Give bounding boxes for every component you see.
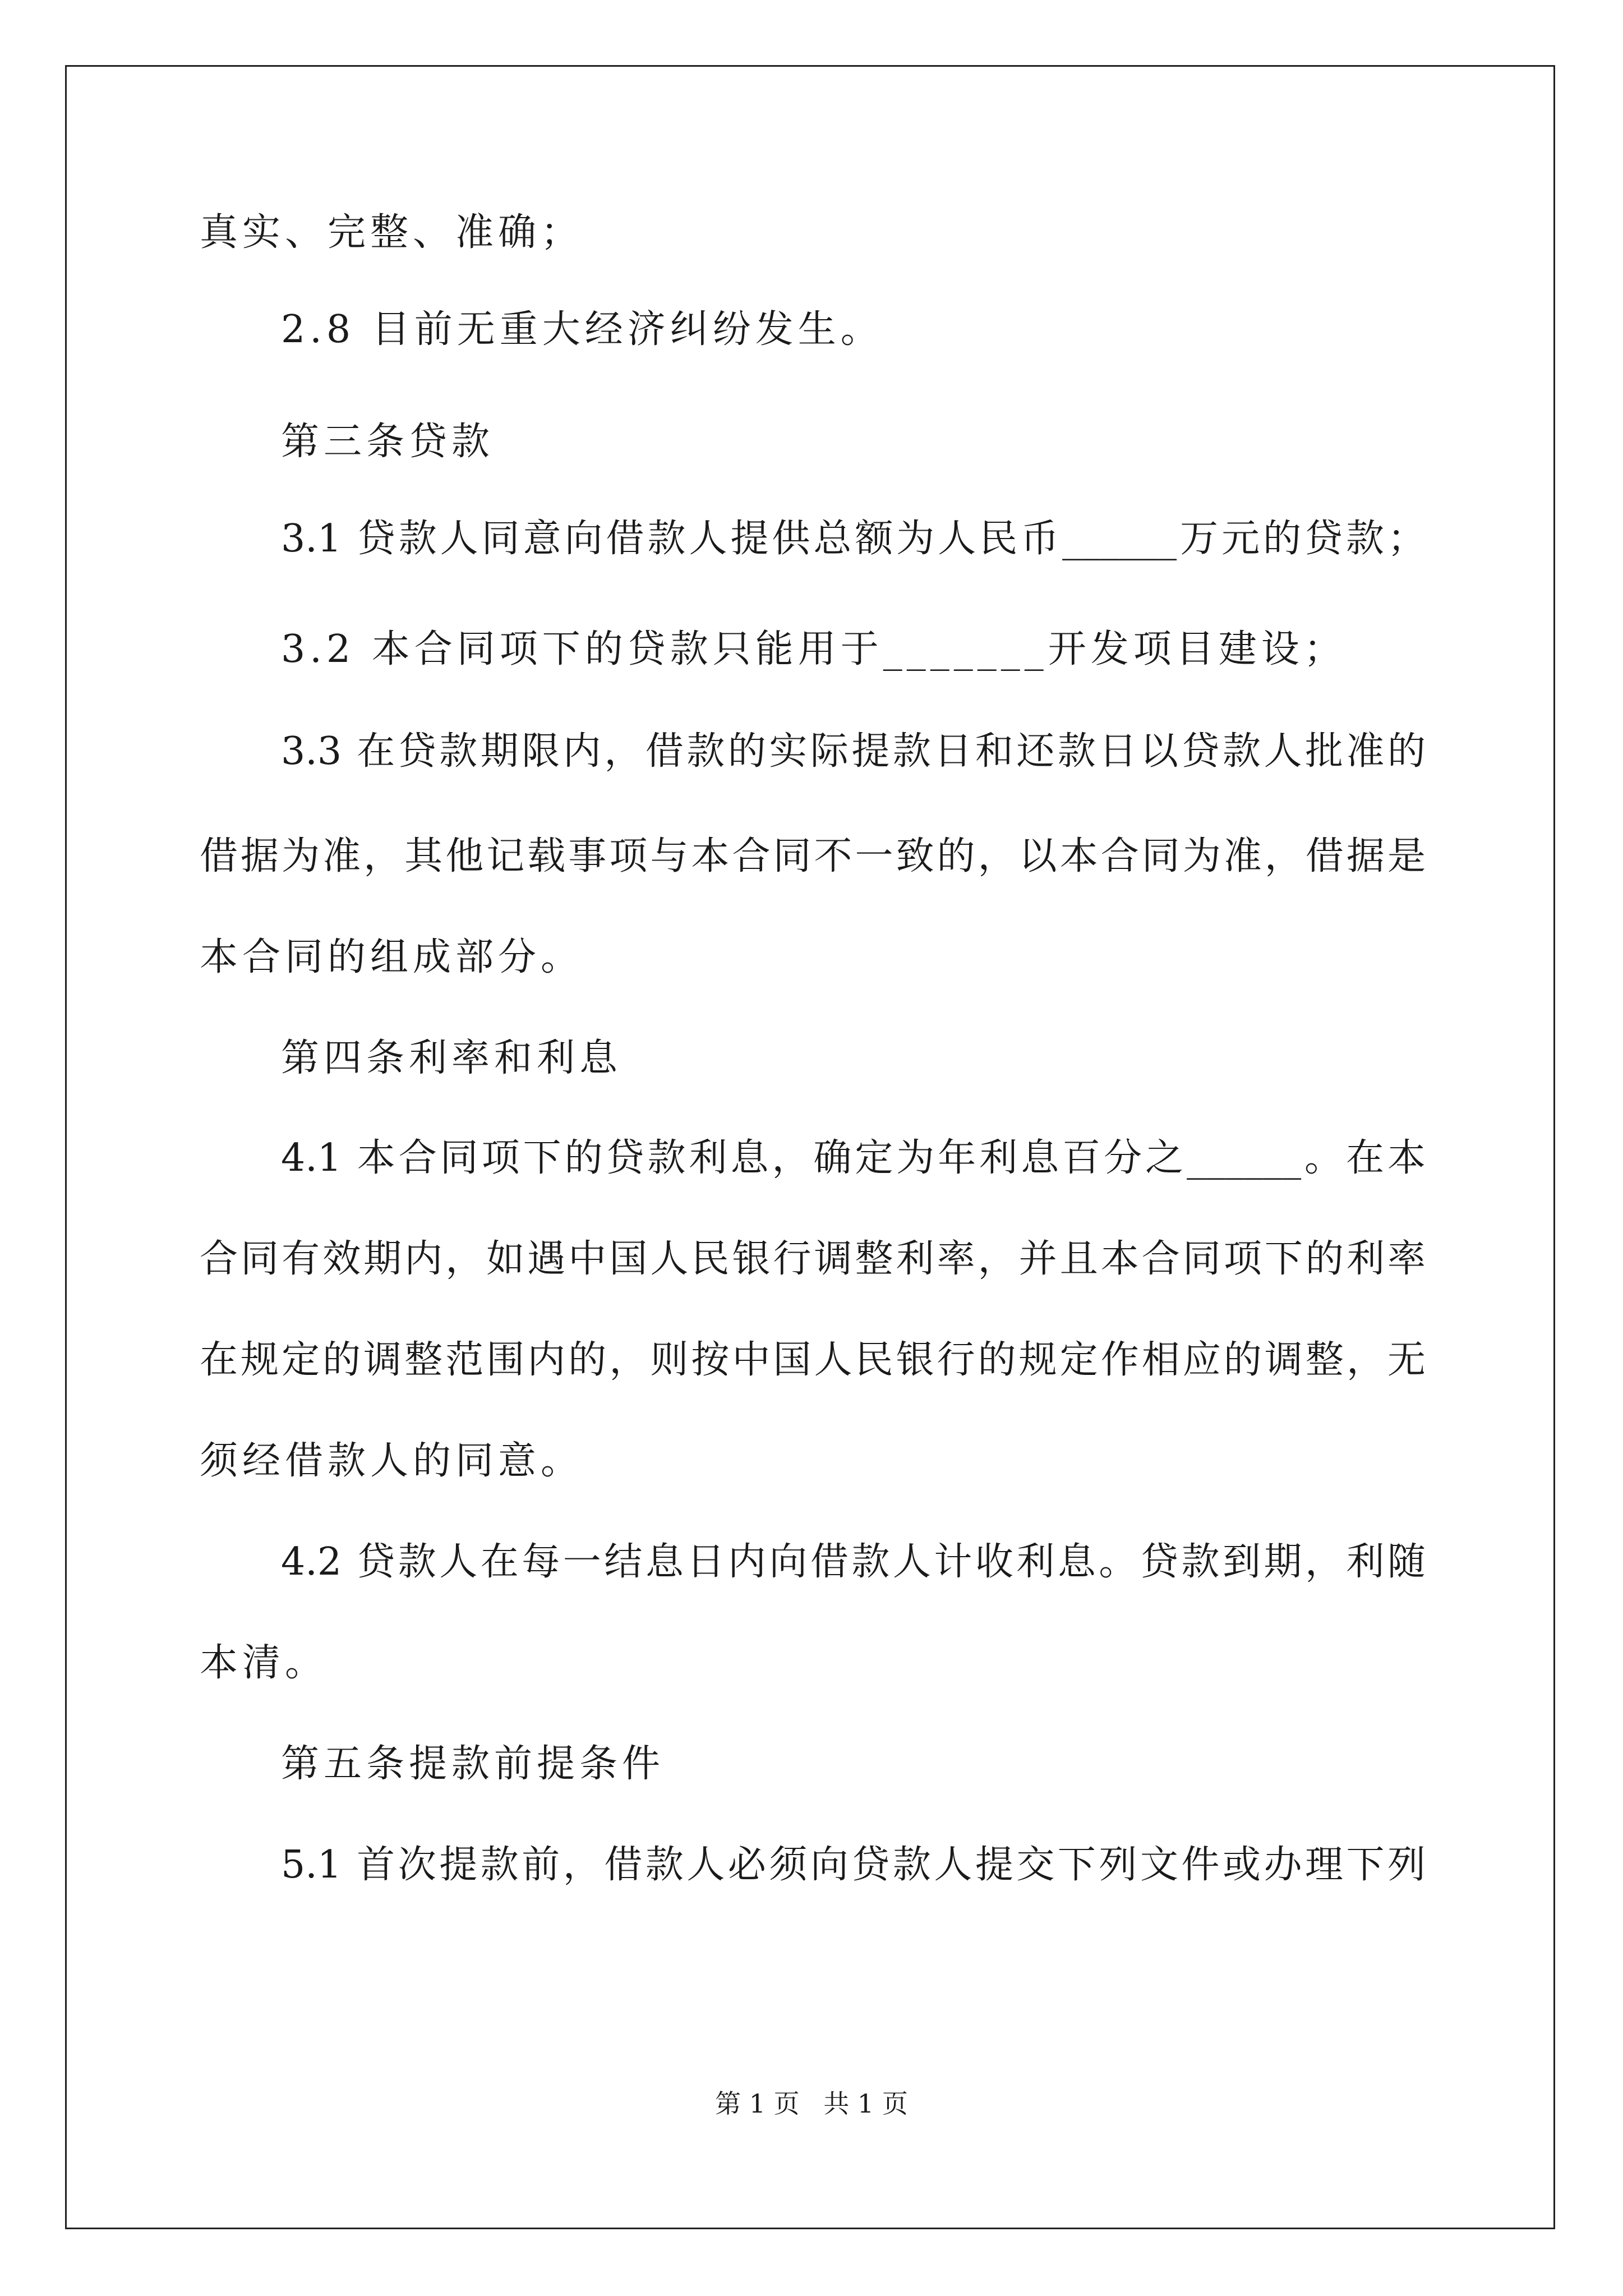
section-heading: 第三条贷款	[281, 420, 495, 464]
page-footer	[0, 2087, 1623, 2120]
text-line: 本合同的组成部分。	[200, 935, 584, 979]
page-number: 第 1 页	[715, 2088, 800, 2119]
text-line: 须经借款人的同意。	[200, 1439, 584, 1483]
text-line: 4.2 贷款人在每一结息日内向借款人计收利息。贷款到期，利随	[281, 1540, 1426, 1584]
text-line: 3.3 在贷款期限内，借款的实际提款日和还款日以贷款人批准的	[281, 729, 1426, 774]
text-line: 3.1 贷款人同意向借款人提供总额为人民币______万元的贷款；	[281, 517, 1426, 561]
page-total: 共 1 页	[823, 2088, 908, 2119]
section-heading: 第五条提款前提条件	[281, 1742, 665, 1786]
text-line: 5.1 首次提款前，借款人必须向贷款人提交下列文件或办理下列	[281, 1843, 1426, 1887]
text-line: 借据为准，其他记载事项与本合同不一致的，以本合同为准，借据是	[200, 834, 1426, 878]
section-heading: 第四条利率和利息	[281, 1036, 623, 1080]
text-line: 合同有效期内，如遇中国人民银行调整利率，并且本合同项下的利率	[200, 1237, 1426, 1281]
text-line: 在规定的调整范围内的，则按中国人民银行的规定作相应的调整，无	[200, 1338, 1426, 1382]
text-line: 3.2 本合同项下的贷款只能用于_______开发项目建设；	[281, 627, 1347, 671]
text-line: 真实、完整、准确；	[200, 210, 584, 255]
text-line: 本清。	[200, 1641, 328, 1685]
text-line: 2.8 目前无重大经济纠纷发生。	[281, 307, 883, 352]
text-line: 4.1 本合同项下的贷款利息，确定为年利息百分之______。在本	[281, 1136, 1426, 1180]
